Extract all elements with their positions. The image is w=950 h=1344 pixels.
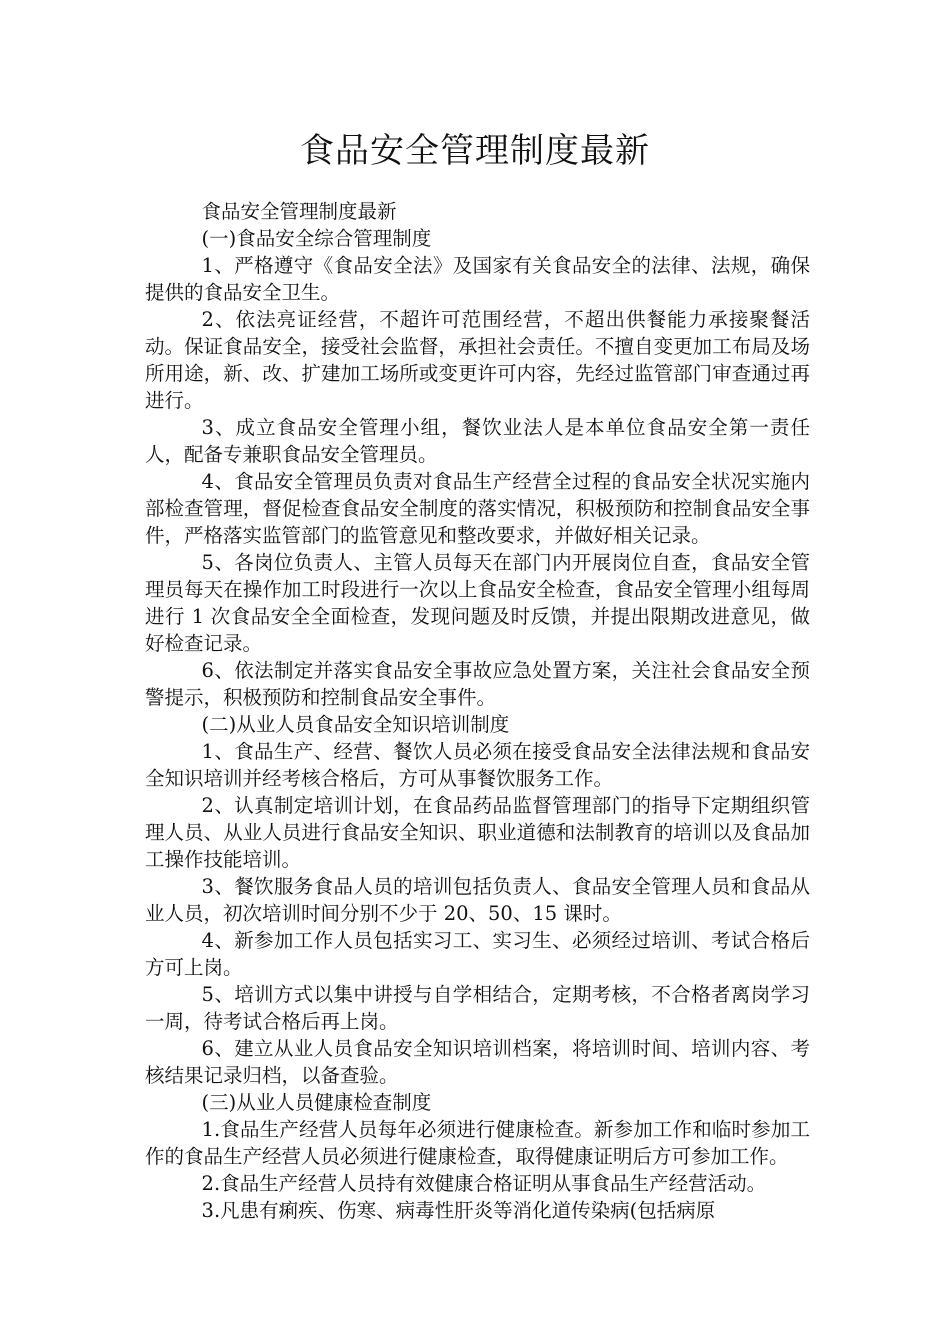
- paragraph: 6、依法制定并落实食品安全事故应急处置方案，关注社会食品安全预警提示，积极预防和控制食品安全事件。: [145, 659, 810, 709]
- paragraph: 2、认真制定培训计划，在食品药品监督管理部门的指导下定期组织管理人员、从业人员进行食品安全知识、职业道德和法制教育的培训以及食品加工操作技能培训。: [145, 794, 810, 871]
- paragraph: 1、严格遵守《食品安全法》及国家有关食品安全的法律、法规，确保提供的食品安全卫生。: [145, 254, 810, 304]
- paragraph: 4、新参加工作人员包括实习工、实习生、必须经过培训、考试合格后方可上岗。: [145, 929, 810, 979]
- paragraph: 3.凡患有痢疾、伤寒、病毒性肝炎等消化道传染病(包括病原: [201, 1199, 716, 1222]
- paragraph: 2、依法亮证经营，不超许可范围经营，不超出供餐能力承接聚餐活动。保证食品安全，接受社会监督，承担社会责任。不擅自变更加工布局及场所用途，新、改、扩建加工场所或变更许可内容，先经过监管部门审查通过再进行。: [145, 308, 810, 412]
- paragraph: 食品安全管理制度最新: [201, 200, 397, 223]
- paragraph: 5、各岗位负责人、主管人员每天在部门内开展岗位自查，食品安全管理员每天在操作加工时段进行一次以上食品安全检查，食品安全管理小组每周进行 1 次食品安全全面检查，发现问题及时反馈，并提出限期改进意见，做好检查记录。: [145, 551, 810, 655]
- paragraph: 1、食品生产、经营、餐饮人员必须在接受食品安全法律法规和食品安全知识培训并经考核合格后，方可从事餐饮服务工作。: [145, 740, 810, 790]
- section-heading: (二)从业人员食品安全知识培训制度: [201, 713, 510, 736]
- paragraph: 3、成立食品安全管理小组，餐饮业法人是本单位食品安全第一责任人，配备专兼职食品安全管理员。: [145, 416, 810, 466]
- document-title: 食品安全管理制度最新: [300, 131, 650, 171]
- section-heading: (一)食品安全综合管理制度: [201, 227, 432, 250]
- paragraph: 4、食品安全管理员负责对食品生产经营全过程的食品安全状况实施内部检查管理，督促检查食品安全制度的落实情况，积极预防和控制食品安全事件，严格落实监管部门的监管意见和整改要求，并做好相关记录。: [145, 470, 810, 547]
- paragraph: 2.食品生产经营人员持有效健康合格证明从事食品生产经营活动。: [201, 1172, 767, 1195]
- paragraph: 1.食品生产经营人员每年必须进行健康检查。新参加工作和临时参加工作的食品生产经营人员必须进行健康检查，取得健康证明后方可参加工作。: [145, 1118, 810, 1168]
- paragraph: 5、培训方式以集中讲授与自学相结合，定期考核，不合格者离岗学习一周，待考试合格后再上岗。: [145, 983, 810, 1033]
- paragraph: 3、餐饮服务食品人员的培训包括负责人、食品安全管理人员和食品从业人员，初次培训时间分别不少于 20、50、15 课时。: [145, 875, 810, 925]
- section-heading: (三)从业人员健康检查制度: [201, 1091, 432, 1114]
- paragraph: 6、建立从业人员食品安全知识培训档案，将培训时间、培训内容、考核结果记录归档，以备查验。: [145, 1037, 810, 1087]
- document-body: [145, 198, 810, 1224]
